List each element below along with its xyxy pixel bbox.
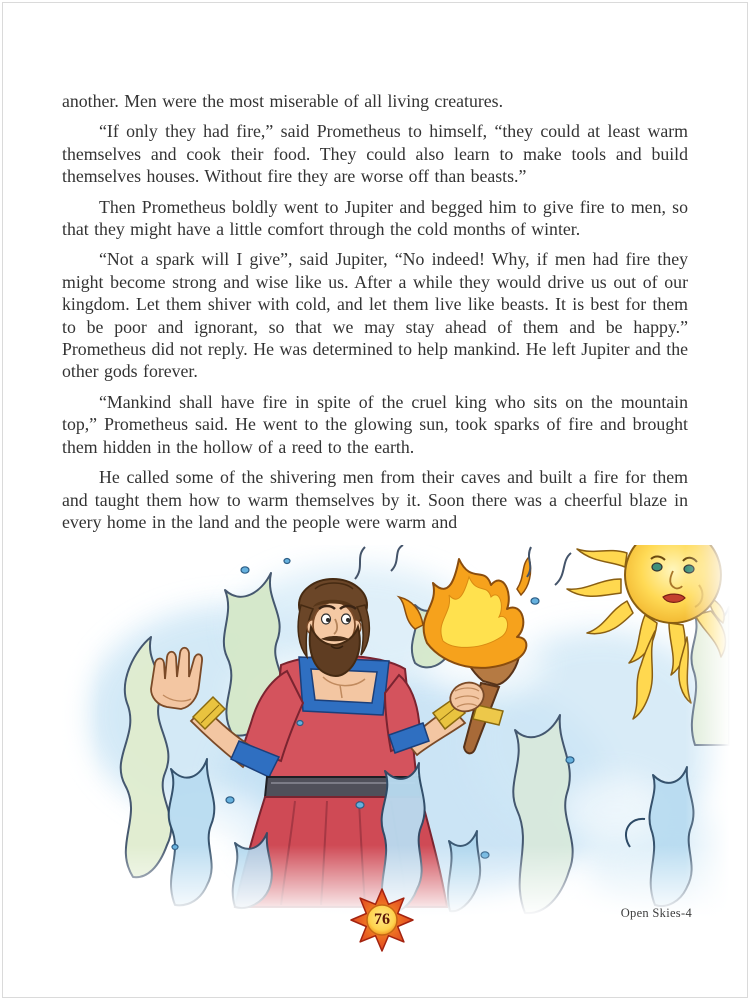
story-paragraph: “Mankind shall have fire in spite of the cruel king who sits on the mountain top,” Prometheus said. He went to the glowing sun, took sparks of fire and brought them hidden in the hollow of a reed to the earth. <box>62 391 688 457</box>
page-number-badge <box>350 888 414 952</box>
story-text-block <box>62 90 688 533</box>
story-paragraph: He called some of the shivering men from their caves and built a fire for them and taught them how to warm themselves by it. Soon there was a cheerful blaze in every home in the land and the people were warm and <box>62 467 688 532</box>
footer-edition: Open Skies-4 <box>620 906 692 920</box>
story-paragraph: another. Men were the most miserable of all living creatures. <box>62 91 504 111</box>
story-paragraph: Then Prometheus boldly went to Jupiter and begged him to give fire to men, so that they might have a little comfort through the cold months of winter. <box>62 196 688 240</box>
story-paragraph: “If only they had fire,” said Prometheus to himself, “they could at least warm themselves and cook their food. They could also learn to make tools and build themselves houses. Without fire they are worse off than beasts.” <box>62 121 688 187</box>
story-paragraph: “Not a spark will I give”, said Jupiter, “No indeed! Why, if men had fire they might become strong and wise like us. After a while they would drive us out of our kingdom. Let them shiver with cold, and let them live like beasts. It is best for them to be poor and ignorant, so that we may stay ahead of them and be happy.” Prometheus did not reply. He was determined to help mankind. He left Jupiter and the other gods forever. <box>62 249 688 382</box>
story-illustration <box>55 545 730 917</box>
page-number: 76 <box>374 911 390 928</box>
